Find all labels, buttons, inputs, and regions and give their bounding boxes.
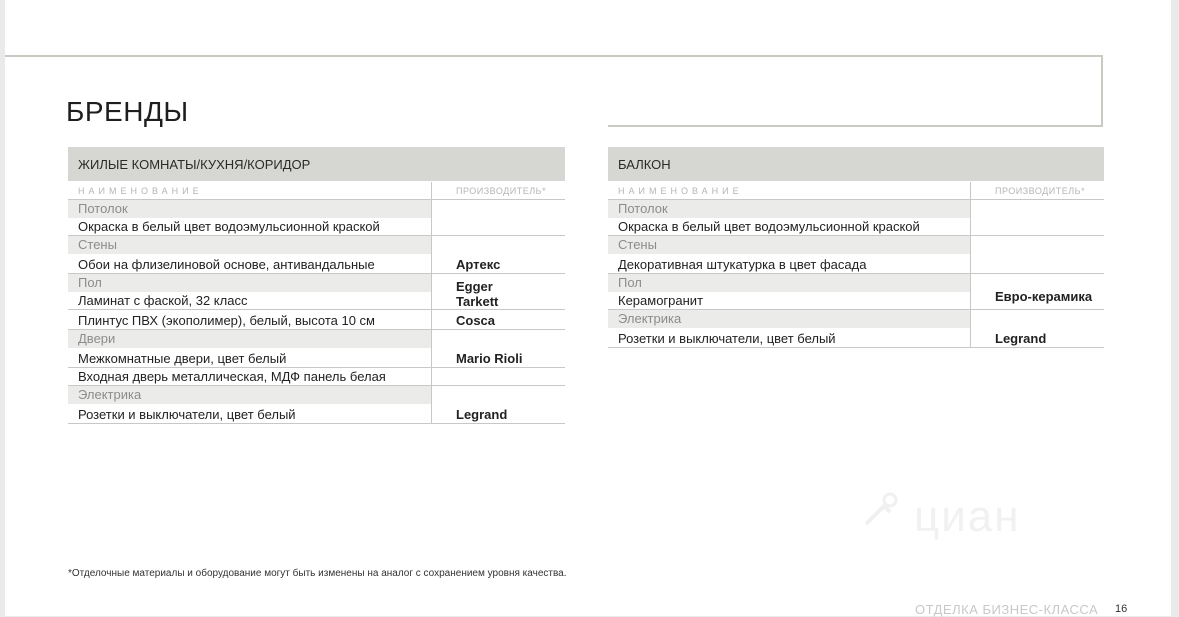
- table-row: [68, 404, 565, 424]
- item-brand: Legrand: [431, 404, 565, 424]
- footnote: *Отделочные материалы и оборудование могут быть изменены на аналог с сохранением уровня качества.: [68, 568, 567, 579]
- brand-name: Egger: [456, 279, 493, 294]
- item-name: Декоративная штукатурка в цвет фасада: [608, 254, 970, 274]
- category-label: Двери: [78, 331, 116, 346]
- page-number: 16: [1115, 603, 1128, 615]
- category-label: Электрика: [78, 387, 142, 402]
- category-row: [68, 200, 565, 218]
- top-rule: [5, 55, 1103, 57]
- category-row: [68, 330, 565, 348]
- category-label: Пол: [78, 275, 102, 290]
- table-row: [68, 348, 565, 368]
- item-brand: [431, 218, 565, 236]
- table-row: [68, 218, 565, 236]
- brand-cell-empty: [431, 200, 565, 218]
- brand-cell-empty: [431, 236, 565, 254]
- brand-name: Tarkett: [456, 294, 499, 309]
- item-brand: [970, 254, 1104, 274]
- brand-cell-empty: [431, 386, 565, 404]
- brand-cell-empty: [431, 330, 565, 348]
- cian-logo-icon: [862, 490, 902, 530]
- watermark: [862, 470, 1062, 550]
- category-label: Потолок: [618, 201, 668, 216]
- frame-rule-bottom: [608, 125, 1103, 127]
- frame-rule-right: [1101, 55, 1103, 127]
- column-header-brand: ПРОИЗВОДИТЕЛЬ*: [970, 182, 1104, 200]
- column-header-row: [68, 182, 565, 200]
- item-name: Розетки и выключатели, цвет белый: [68, 404, 431, 424]
- column-header-row: [608, 182, 1104, 200]
- item-brand: [970, 218, 1104, 236]
- item-name: Окраска в белый цвет водоэмульсионной краской: [68, 218, 431, 236]
- category-label: Пол: [618, 275, 642, 290]
- item-brand: Cosca: [431, 310, 565, 330]
- table-row: [608, 218, 1104, 236]
- item-brand: Legrand: [970, 328, 1104, 348]
- item-brand: Mario Rioli: [431, 348, 565, 368]
- table-row: [608, 289, 1104, 310]
- category-row: [68, 386, 565, 404]
- table-row: [68, 368, 565, 386]
- table-heading: ЖИЛЫЕ КОМНАТЫ/КУХНЯ/КОРИДОР: [68, 147, 565, 181]
- item-name: Розетки и выключатели, цвет белый: [608, 328, 970, 348]
- category-row: [608, 310, 1104, 328]
- category-label: Стены: [78, 237, 117, 252]
- table-heading: БАЛКОН: [608, 147, 1104, 181]
- item-name: Окраска в белый цвет водоэмульсионной краской: [608, 218, 970, 236]
- item-name: Входная дверь металлическая, МДФ панель белая: [68, 368, 431, 386]
- page-title: БРЕНДЫ: [66, 96, 189, 127]
- item-name: Керамогранит: [608, 292, 970, 310]
- category-label: Потолок: [78, 201, 128, 216]
- category-label: Электрика: [618, 311, 682, 326]
- table-row: [68, 254, 565, 274]
- table-row: [608, 254, 1104, 274]
- category-label: Стены: [618, 237, 657, 252]
- item-brand: Артекс: [431, 254, 565, 274]
- category-row: [608, 200, 1104, 218]
- item-name: Ламинат с фаской, 32 класс: [68, 292, 431, 310]
- table-row: [68, 310, 565, 330]
- column-header-name: НАИМЕНОВАНИЕ: [608, 182, 970, 200]
- brand-cell-empty: [970, 200, 1104, 218]
- living-rooms-table: [68, 147, 565, 424]
- item-name: Обои на флизелиновой основе, антивандальные: [68, 254, 431, 274]
- balcony-table: [608, 147, 1104, 348]
- column-header-name: НАИМЕНОВАНИЕ: [68, 182, 431, 200]
- item-name: Межкомнатные двери, цвет белый: [68, 348, 431, 368]
- category-row: [68, 236, 565, 254]
- brand-cell-empty: [970, 236, 1104, 254]
- table-row: [608, 328, 1104, 348]
- item-brand: [431, 276, 565, 310]
- brand-cell-empty: [970, 310, 1104, 328]
- category-row: [608, 236, 1104, 254]
- item-brand: [431, 368, 565, 386]
- column-header-brand: ПРОИЗВОДИТЕЛЬ*: [431, 182, 565, 200]
- item-brand: Евро-керамика: [970, 288, 1104, 310]
- item-name: Плинтус ПВХ (экополимер), белый, высота 10 см: [68, 310, 431, 330]
- footer-label: ОТДЕЛКА БИЗНЕС-КЛАССА: [915, 602, 1099, 617]
- watermark-text: циан: [914, 492, 1021, 541]
